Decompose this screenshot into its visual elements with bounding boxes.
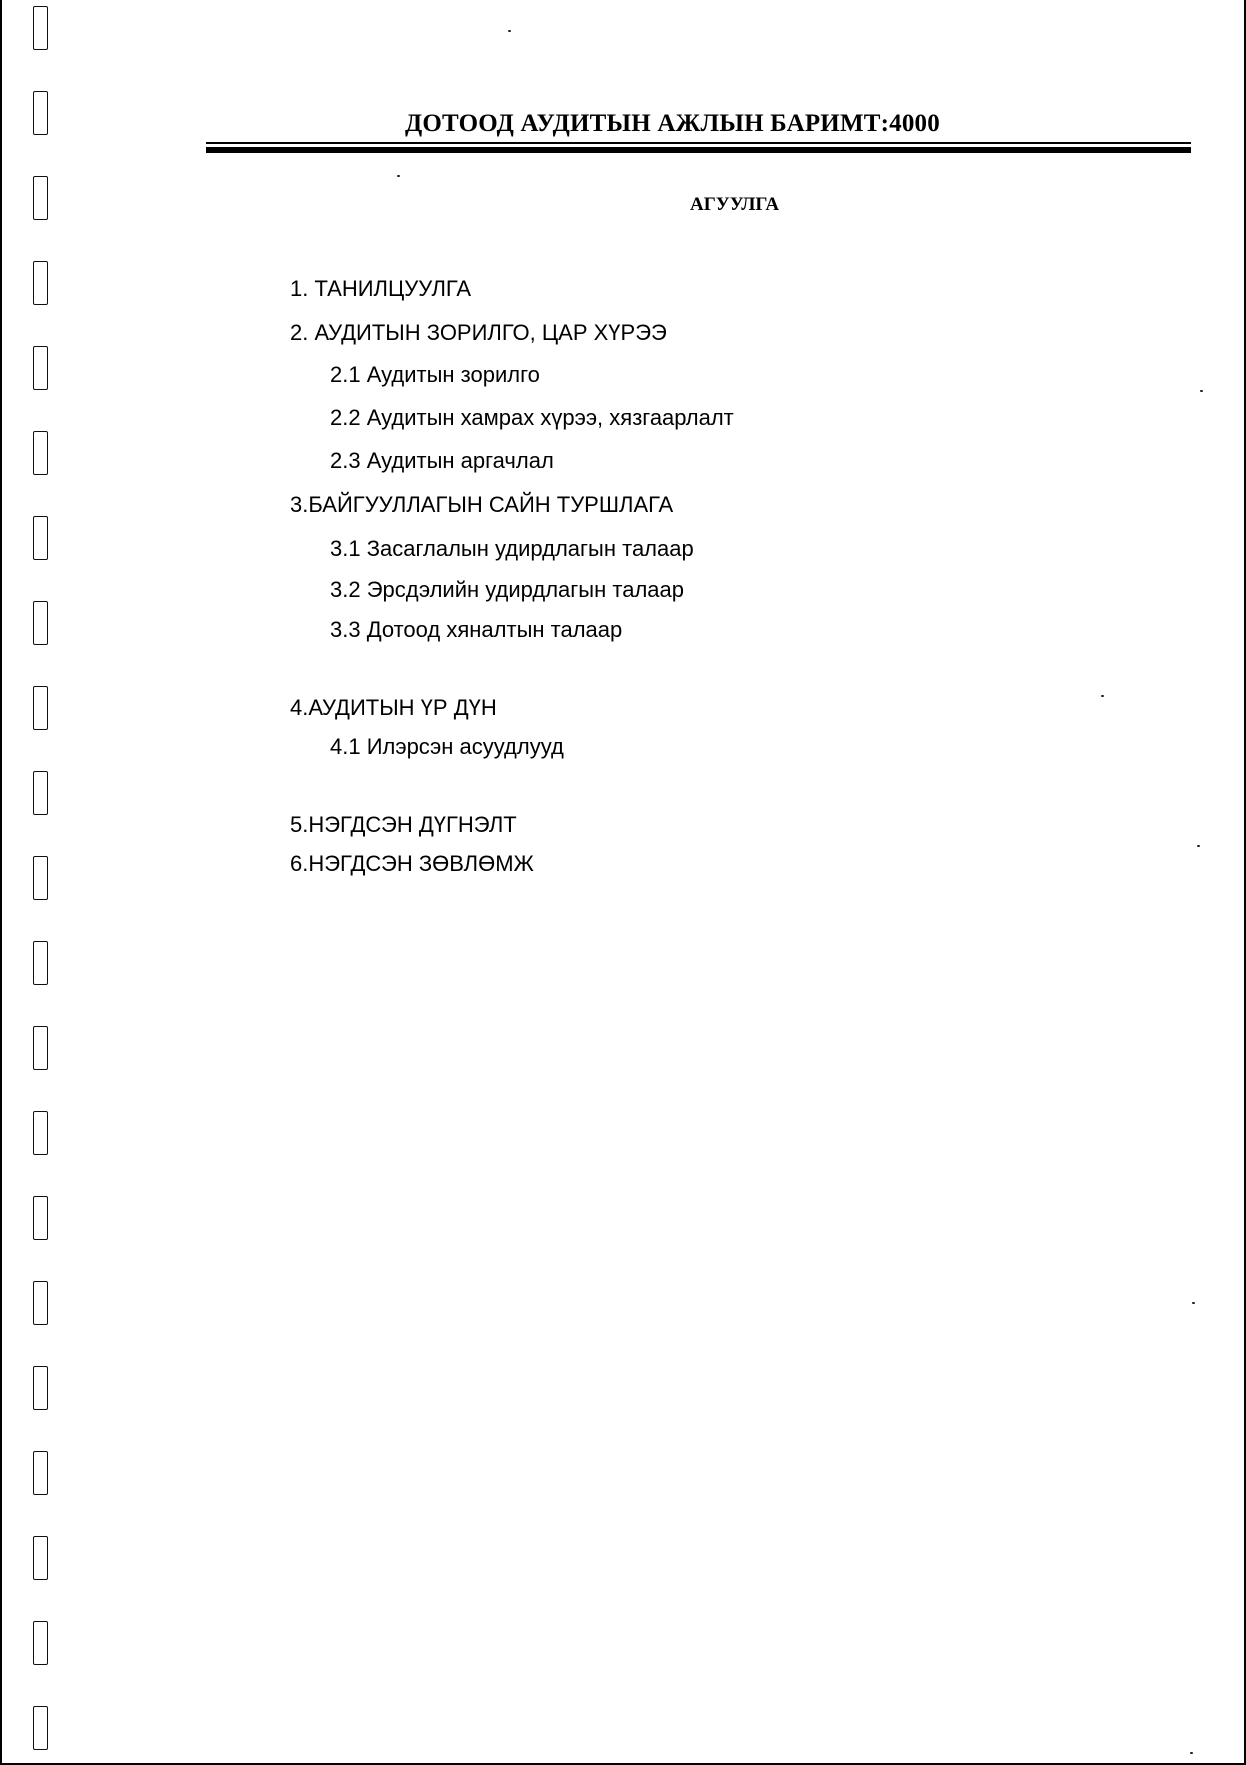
contents-heading: АГУУЛГА	[690, 194, 780, 215]
binding-hole	[33, 1621, 48, 1665]
binding-hole	[33, 1536, 48, 1580]
toc-item: 1. ТАНИЛЦУУЛГА	[290, 276, 472, 301]
toc-item: 6.НЭГДСЭН ЗӨВЛӨМЖ	[290, 851, 534, 876]
toc-subitem: 2.3 Аудитын аргачлал	[330, 448, 554, 473]
toc-subitem: 4.1 Илэрсэн асуудлууд	[330, 734, 564, 759]
page-border-left	[0, 0, 2, 1765]
binding-hole	[33, 261, 48, 305]
binding-hole	[33, 1706, 48, 1750]
binding-hole	[33, 601, 48, 645]
toc-subitem: 2.2 Аудитын хамрах хүрээ, хязгаарлалт	[330, 405, 734, 430]
toc-subitem: 3.3 Дотоод хяналтын талаар	[330, 617, 623, 642]
binding-hole	[33, 1196, 48, 1240]
toc-subitem: 2.1 Аудитын зорилго	[330, 362, 540, 387]
toc-item: 5.НЭГДСЭН ДҮГНЭЛТ	[290, 812, 517, 837]
scan-speck	[1101, 695, 1104, 697]
scan-speck	[1190, 1752, 1193, 1754]
binding-hole	[33, 686, 48, 730]
binding-hole	[33, 1281, 48, 1325]
toc-item: 3.БАЙГУУЛЛАГЫН САЙН ТУРШЛАГА	[290, 492, 674, 517]
binding-hole	[33, 346, 48, 390]
toc-subitem: 3.1 Засаглалын удирдлагын талаар	[330, 536, 694, 561]
binding-hole	[33, 1366, 48, 1410]
binding-hole	[33, 1111, 48, 1155]
scan-speck	[1192, 1302, 1195, 1304]
scan-speck	[1200, 390, 1203, 392]
scan-speck	[397, 175, 400, 177]
title-rule-thick	[206, 147, 1191, 153]
binding-hole	[33, 1026, 48, 1070]
binding-hole	[33, 516, 48, 560]
toc-subitem: 3.2 Эрсдэлийн удирдлагын талаар	[330, 577, 684, 602]
binding-hole	[33, 1451, 48, 1495]
binding-hole	[33, 176, 48, 220]
document-title: ДОТООД АУДИТЫН АЖЛЫН БАРИМТ:4000	[405, 110, 940, 137]
binding-hole	[33, 431, 48, 475]
toc-item: 2. АУДИТЫН ЗОРИЛГО, ЦАР ХҮРЭЭ	[290, 320, 667, 345]
binding-hole	[33, 771, 48, 815]
binding-holes	[33, 0, 53, 1765]
binding-hole	[33, 91, 48, 135]
binding-hole	[33, 6, 48, 50]
title-rule	[206, 142, 1191, 144]
binding-hole	[33, 941, 48, 985]
binding-hole	[33, 856, 48, 900]
toc-item: 4.АУДИТЫН ҮР ДҮН	[290, 695, 497, 720]
scan-speck	[508, 30, 511, 32]
scan-speck	[1197, 845, 1200, 847]
